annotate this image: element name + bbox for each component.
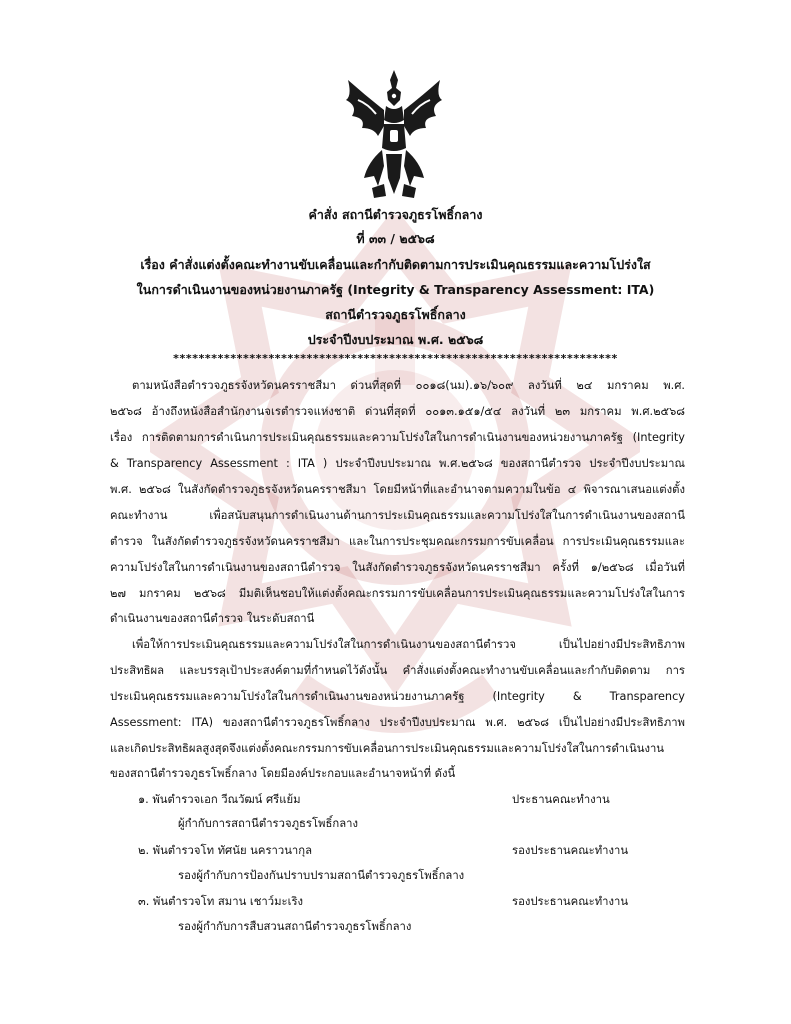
para2-line: และเกิดประสิทธิผลสูงสุดจึงแต่งตั้งคณะกรรมการขับเคลื่อนการประเมินคุณธรรมและความโปร่งใสในการดำเนินงาน (110, 742, 665, 755)
member-role: รองประธานคณะทำงาน (512, 844, 629, 857)
para1-line: ๒๗ มกราคม ๒๕๖๘ มีมติเห็นชอบให้แต่งตั้งคณะกรรมการขับเคลื่อนการประเมินคุณธรรมและความโปร่งใสในการ (110, 587, 685, 600)
member-role: ประธานคณะทำงาน (512, 793, 610, 806)
subject-line-2: ในการดำเนินงานของหน่วยงานภาครัฐ (Integrity & Transparency Assessment: ITA) (136, 282, 655, 297)
para1-line: ความโปร่งใสในการดำเนินงานของสถานีตำรวจ ในสังกัดตำรวจภูธรจังหวัดนครราชสีมา ครั้งที่ ๑/๒๕๖๘ เมื่อวันที่ (110, 561, 685, 574)
member-position: ผู้กำกับการสถานีตำรวจภูธรโพธิ์กลาง (178, 817, 359, 830)
para1-line: คณะทำงาน เพื่อสนับสนุนการดำเนินงานด้านการประเมินคุณธรรมและความโปร่งใสในการดำเนินงานของสถานี (110, 509, 685, 522)
member-name: ๑. พันตำรวจเอก วีณวัฒน์ ศรีแย้ม (138, 793, 301, 806)
para1-line: เรื่อง การติดตามการดำเนินการประเมินคุณธรรมและความโปร่งใสในการดำเนินงานของหน่วยงานภาครัฐ (Integrity (110, 431, 685, 444)
para2-line: เพื่อให้การประเมินคุณธรรมและความโปร่งใสในการดำเนินงานของสถานีตำรวจ เป็นไปอย่างมีประสิทธิภาพ (132, 638, 685, 651)
member-position: รองผู้กำกับการป้องกันปราบปรามสถานีตำรวจภูธรโพธิ์กลาง (178, 869, 465, 882)
para2-line: Assessment: ITA) ของสถานีตำรวจภูธรโพธิ์กลาง ประจำปีงบประมาณ พ.ศ. ๒๕๖๘ เป็นไปอย่างมีประสิทธิภาพ (110, 716, 685, 729)
member-role: รองประธานคณะทำงาน (512, 895, 629, 908)
para2-line: ประเมินคุณธรรมและความโปร่งใสในการดำเนินงานของหน่วยงานภาครัฐ (Integrity & Transparency (110, 690, 685, 703)
separator-line: ********************************************************************** (173, 352, 618, 365)
member-position: รองผู้กำกับการสืบสวนสถานีตำรวจภูธรโพธิ์กลาง (178, 920, 412, 933)
para2-line: ประสิทธิผล และบรรลุเป้าประสงค์ตามที่กำหนดไว้ดังนั้น คำสั่งแต่งตั้งคณะทำงานขับเคลื่อนและกำกับติดตาม การ (110, 664, 685, 677)
para1-line: ๒๕๖๘ อ้างถึงหนังสือสำนักงานจเรตำรวจแห่งชาติ ด่วนที่สุดที่ ๐๐๑๓.๑๕๑/๕๔ ลงวันที่ ๒๓ มกราคม พ.ศ.๒๕๖๘ (110, 405, 685, 418)
para1-line: ดำเนินงานของสถานีตำรวจ ในระดับสถานี (110, 612, 315, 625)
para2-line: ของสถานีตำรวจภูธรโพธิ์กลาง โดยมีองค์ประกอบและอำนาจหน้าที่ ดังนี้ (110, 767, 456, 780)
order-title: คำสั่ง สถานีตำรวจภูธรโพธิ์กลาง (308, 207, 483, 222)
para1-line: & Transparency Assessment : ITA ) ประจำปีงบประมาณ พ.ศ.๒๕๖๘ ของสถานีตำรวจ ประจำปีงบประมาณ (110, 457, 685, 470)
subject-line-1: เรื่อง คำสั่งแต่งตั้งคณะทำงานขับเคลื่อนและกำกับติดตามการประเมินคุณธรรมและความโปร่งใส (140, 257, 651, 272)
garuda-emblem-icon (338, 66, 450, 202)
para1-line: พ.ศ. ๒๕๖๘ ในสังกัดตำรวจภูธรจังหวัดนครราชสีมา โดยมีหน้าที่และอำนาจตามความในข้อ ๔ พิจารณาเสนอแต่งตั้ง (110, 483, 685, 496)
para1-line: ตำรวจ ในสังกัดตำรวจภูธรจังหวัดนครราชสีมา และในการประชุมคณะกรรมการขับเคลื่อน การประเมินคุณธรรมและ (110, 535, 685, 548)
member-name: ๒. พันตำรวจโท ทัศนัย นคราวนากุล (138, 844, 313, 857)
fiscal-year: ประจำปีงบประมาณ พ.ศ. ๒๕๖๘ (307, 332, 484, 347)
order-number: ที่ ๓๓ / ๒๕๖๘ (356, 231, 435, 246)
station-name: สถานีตำรวจภูธรโพธิ์กลาง (325, 307, 466, 322)
para1-line: ตามหนังสือตำรวจภูธรจังหวัดนครราชสีมา ด่วนที่สุดที่ ๐๐๑๘(นม).๑๖/๖๐๙ ลงวันที่ ๒๔ มกราคม พ.ศ. (132, 379, 685, 392)
member-name: ๓. พันตำรวจโท สมาน เชาว์มะเริง (138, 895, 304, 908)
